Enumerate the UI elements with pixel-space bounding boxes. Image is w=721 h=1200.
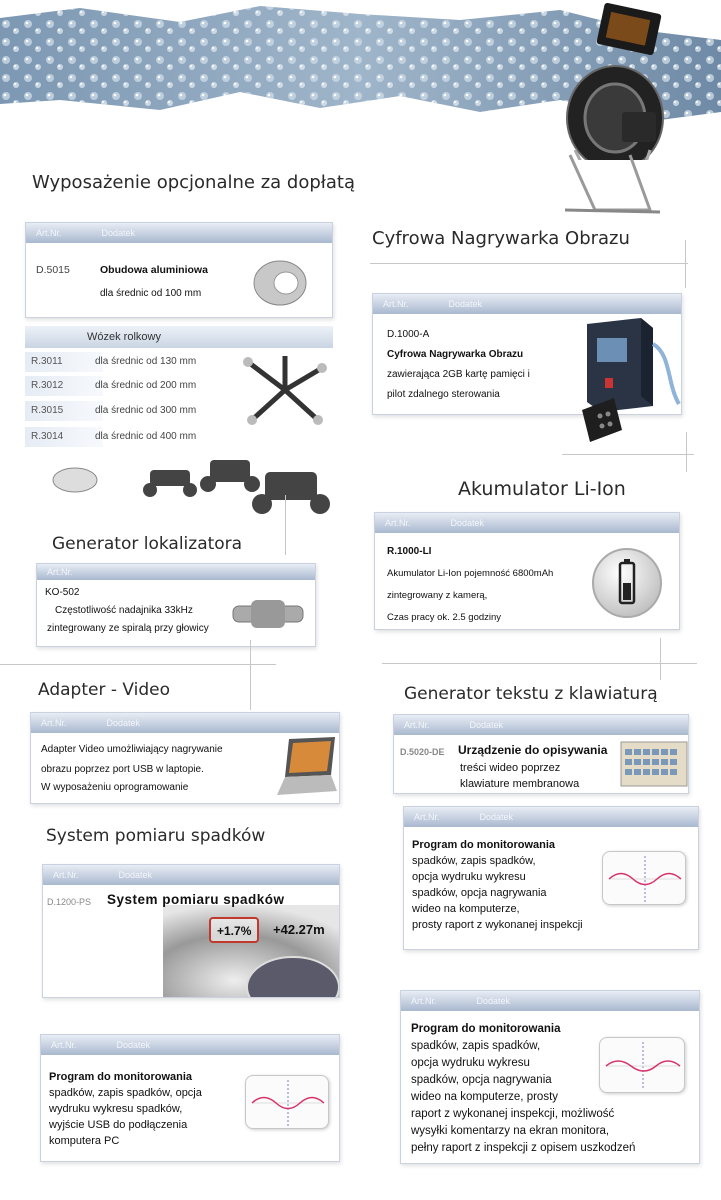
column-art-nr: Art.Nr. [36, 228, 62, 238]
header-banner [0, 0, 721, 160]
divider [660, 638, 661, 680]
trolley-code: R.3011 [25, 352, 103, 372]
aluminium-housing-image [248, 255, 312, 311]
monitor-b-line2: wydruku wykresu spadków, [49, 1103, 183, 1115]
column-art-nr: Art.Nr. [41, 718, 67, 728]
trolley-desc: dla średnic od 300 mm [95, 405, 197, 416]
column-art-nr: Art.Nr. [383, 299, 409, 309]
monitor-b-line4: komputera PC [49, 1135, 120, 1147]
monitor-c-line3: spadków, opcja nagrywania [411, 1074, 552, 1086]
housing-desc: dla średnic od 100 mm [100, 288, 202, 299]
card-header [26, 223, 332, 243]
monitor-b-line3: wyjście USB do podłączenia [49, 1119, 188, 1131]
monitor-card-b [40, 1034, 340, 1162]
column-art-nr: Art.Nr. [385, 518, 411, 528]
slope-graph-icon [245, 1075, 329, 1129]
divider [250, 640, 251, 710]
slope-name: System pomiaru spadków [107, 892, 285, 907]
column-extra: Dodatek [106, 718, 141, 728]
card-header [43, 865, 339, 885]
recorder-heading: Cyfrowa Nagrywarka Obrazu [372, 228, 630, 249]
column-extra: Dodatek [116, 1040, 151, 1050]
housing-code: D.5015 [36, 264, 70, 276]
card-header [404, 807, 698, 827]
locator-line2: zintegrowany ze spiralą przy głowicy [47, 623, 209, 634]
trolley-code: R.3014 [25, 427, 103, 447]
recorder-card [372, 293, 682, 415]
membrane-keyboard-image [620, 741, 688, 787]
column-extra: Dodatek [118, 870, 153, 880]
housing-card [25, 222, 333, 318]
slope-heading: System pomiaru spadków [46, 826, 266, 846]
column-art-nr: Art.Nr. [47, 567, 73, 577]
slope-code: D.1200-PS [47, 897, 92, 907]
video-line3: W wyposażeniu oprogramowanie [41, 782, 189, 793]
monitor-c-title: Program do monitorowania [411, 1023, 561, 1035]
monitor-a-line2: opcja wydruku wykresu [412, 871, 526, 883]
video-line2: obrazu poprzez port USB w laptopie. [41, 764, 204, 775]
column-art-nr: Art.Nr. [53, 870, 79, 880]
monitor-a-line4: wideo na komputerze, [412, 903, 520, 915]
recorder-line2: pilot zdalnego sterowania [387, 389, 500, 400]
locator-line1: Częstotliwość nadajnika 33kHz [55, 605, 193, 616]
video-card [30, 712, 340, 804]
trolley-star-image [240, 350, 330, 430]
divider [370, 263, 688, 264]
column-extra: Dodatek [101, 228, 136, 238]
monitor-b-title: Program do monitorowania [49, 1071, 193, 1083]
trolley-code: R.3012 [25, 376, 103, 396]
remote-control-image [578, 396, 626, 446]
card-header [401, 991, 699, 1011]
battery-icon [587, 543, 667, 623]
keyboard-line2: klawiature membranowa [460, 778, 580, 790]
locator-heading: Generator lokalizatora [52, 534, 243, 554]
monitor-a-line3: spadków, opcja nagrywania [412, 887, 547, 899]
column-art-nr: Art.Nr. [411, 996, 437, 1006]
slope-card [42, 864, 340, 998]
trolley-desc: dla średnic od 400 mm [95, 431, 197, 442]
monitor-a-title: Program do monitorowania [412, 839, 556, 851]
monitor-a-line1: spadków, zapis spadków, [412, 855, 536, 867]
monitor-card-a [403, 806, 699, 950]
column-extra: Dodatek [469, 720, 504, 730]
trolley-title: Wózek rolkowy [87, 331, 161, 343]
column-art-nr: Art.Nr. [414, 812, 440, 822]
video-line1: Adapter Video umożliwiający nagrywanie [41, 744, 223, 755]
card-header [31, 713, 339, 733]
battery-line3: Czas pracy ok. 2.5 godziny [387, 612, 502, 623]
monitor-c-line6: wysyłki komentarzy na ekran monitora, [411, 1125, 610, 1137]
column-art-nr: Art.Nr. [404, 720, 430, 730]
reel-stand-image [560, 150, 670, 220]
keyboard-line1: treści wideo poprzez [460, 762, 561, 774]
housing-name: Obudowa aluminiowa [100, 264, 208, 276]
recorder-line1: zawierająca 2GB kartę pamięci i [387, 369, 530, 380]
column-art-nr: Art.Nr. [51, 1040, 77, 1050]
divider [685, 240, 686, 288]
battery-line1: Akumulator Li-Ion pojemność 6800mAh [387, 568, 554, 579]
trolley-desc: dla średnic od 130 mm [95, 356, 197, 367]
laptop-image [275, 735, 339, 801]
monitor-card-c [400, 990, 700, 1164]
divider [382, 663, 697, 664]
slope-gradient-value: +1.7% [209, 917, 259, 943]
slope-graph-icon [599, 1037, 685, 1093]
trolley-code: R.3015 [25, 401, 103, 421]
water-drops-banner-image [0, 0, 721, 160]
battery-line2: zintegrowany z kamerą, [387, 590, 488, 601]
divider [562, 454, 694, 455]
page-title: Wyposażenie opcjonalne za dopłatą [32, 172, 355, 193]
card-header [375, 513, 679, 533]
battery-code: R.1000-LI [387, 546, 432, 557]
column-extra: Dodatek [450, 518, 485, 528]
monitor-b-line1: spadków, zapis spadków, opcja [49, 1087, 202, 1099]
keyboard-code: D.5020-DE [400, 747, 445, 757]
keyboard-name: Urządzenie do opisywania [458, 743, 608, 757]
monitor-c-line4: wideo na komputerze, prosty [411, 1091, 559, 1103]
column-extra: Dodatek [479, 812, 514, 822]
trolley-wheels-image [50, 452, 340, 524]
battery-heading: Akumulator Li-Ion [458, 478, 626, 500]
card-header [41, 1035, 339, 1055]
card-header [394, 715, 688, 735]
locator-card [36, 563, 316, 647]
recorder-name: Cyfrowa Nagrywarka Obrazu [387, 349, 524, 360]
divider [686, 432, 687, 472]
column-extra: Dodatek [448, 299, 483, 309]
monitor-c-line7: pełny raport z inspekcji z opisem uszkodzeń [411, 1142, 636, 1154]
monitor-c-line2: opcja wydruku wykresu [411, 1057, 530, 1069]
card-header [37, 564, 315, 580]
divider [285, 495, 286, 555]
slope-distance-value: +42.27m [273, 922, 325, 937]
keyboard-card [393, 714, 689, 794]
keyboard-heading: Generator tekstu z klawiaturą [404, 684, 658, 704]
slope-graph-icon [602, 851, 686, 905]
trolley-desc: dla średnic od 200 mm [95, 380, 197, 391]
card-header [373, 294, 681, 314]
monitor-c-line5: raport z wykonanej inspekcji, możliwość [411, 1108, 615, 1120]
trolley-header [25, 326, 333, 348]
divider [0, 664, 276, 665]
locator-code: KO-502 [45, 587, 80, 598]
column-extra: Dodatek [476, 996, 511, 1006]
battery-card [374, 512, 680, 630]
trolley-row [25, 427, 333, 447]
video-heading: Adapter - Video [38, 680, 171, 700]
monitor-a-line5: prosty raport z wykonanej inspekcji [412, 919, 583, 931]
recorder-code: D.1000-A [387, 329, 430, 340]
monitor-c-line1: spadków, zapis spadków, [411, 1040, 541, 1052]
locator-transmitter-image [229, 586, 309, 640]
